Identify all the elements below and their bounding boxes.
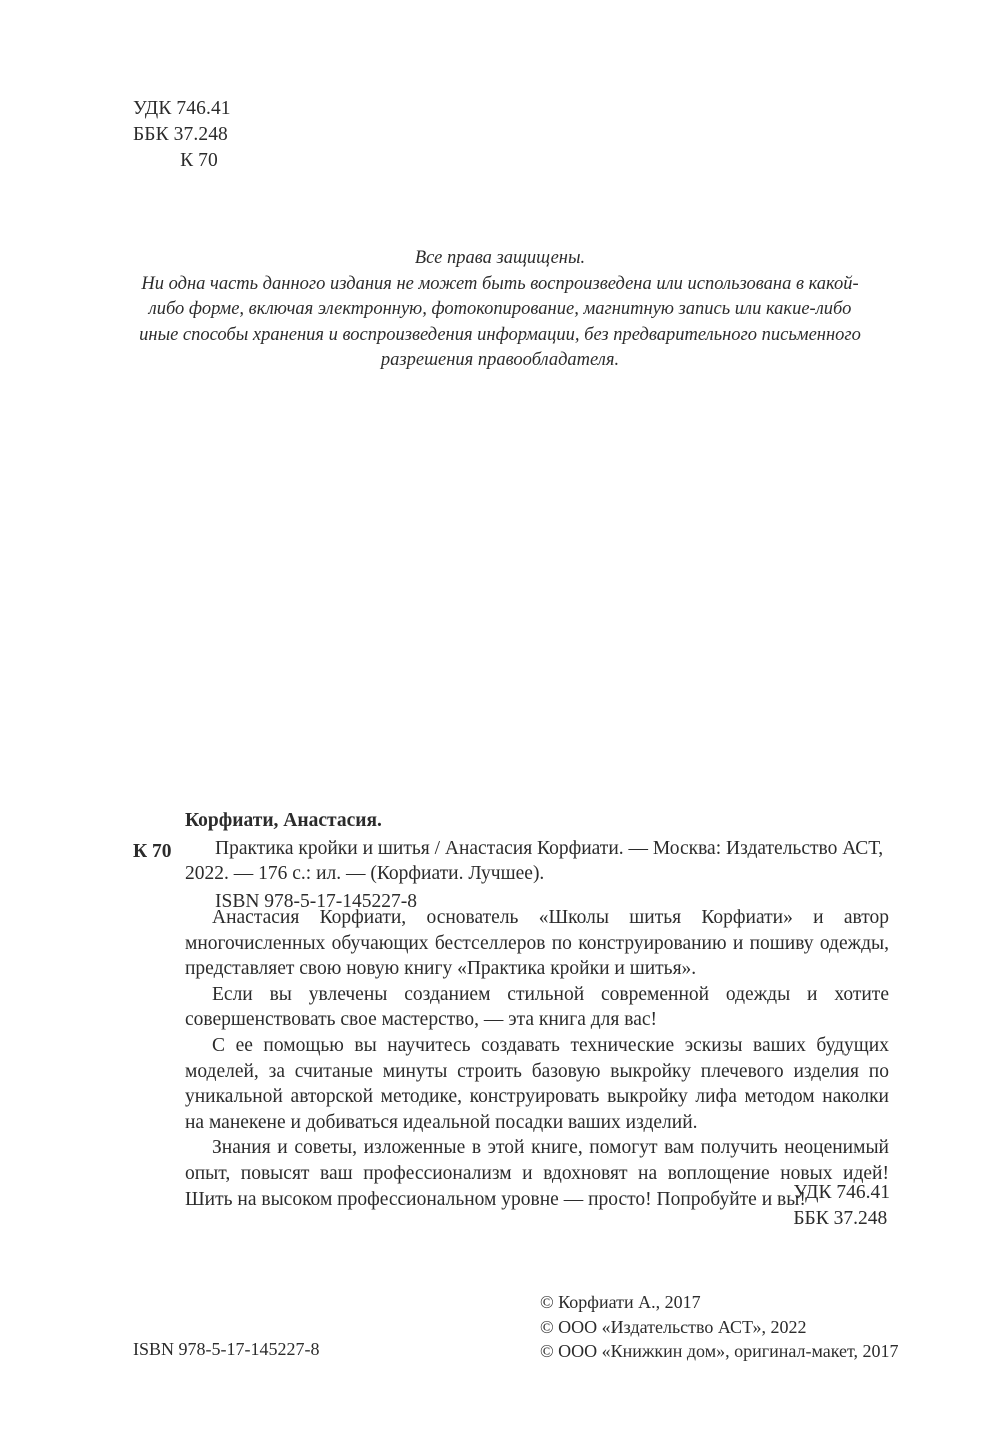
annotation-paragraph-1: Анастасия Корфиати, основатель «Школы шитья Корфиати» и автор многочисленных обучающих бестселлеров по конструированию и пошиву одежды, представляет свою новую книгу «Практика кройки и шитья». [185, 907, 889, 980]
copyright-line-3: © ООО «Книжкин дом», оригинал-макет, 2017 [540, 1341, 899, 1361]
annotation-paragraph-2: Если вы увлечены созданием стильной современной одежды и хотите совершенствовать свое мастерство, — эта книга для вас! [185, 983, 889, 1031]
shelf-code-cip: К 70 [133, 841, 172, 862]
rights-notice-line-2: Ни одна часть данного издания не может быть воспроизведена или использована в какой- [141, 273, 859, 294]
annotation-text [185, 905, 889, 1212]
classification-block-top [133, 96, 283, 174]
isbn-bottom: ISBN 978-5-17-145227-8 [133, 1339, 320, 1359]
rights-notice-line-5: разрешения правообладателя. [380, 350, 620, 371]
bibliographic-description: Практика кройки и шитья / Анастасия Корфиати. — Москва: Издательство АСТ, 2022. — 176 с.: ил. — (Корфиати. Лучшее). [185, 837, 884, 884]
classification-block-bottom [793, 1180, 890, 1232]
copyright-line-1: © Корфиати А., 2017 [540, 1292, 701, 1312]
annotation-paragraph-3: С ее помощью вы научитесь создавать технические эскизы ваших будущих моделей, за считаные минуты строить базовую выкройку плечевого изделия по уникальной авторской методике, конструировать выкройку лифа методом наколки на манекене и добиваться идеальной посадки ваших изделий. [185, 1034, 889, 1133]
annotation-paragraph-4: Знания и советы, изложенные в этой книге, помогут вам получить неоценимый опыт, повысят ваш профессионализм и вдохновят на воплощение новых идей! Шить на высоком профессиональном уровне — просто! Попробуйте и вы! [185, 1137, 889, 1210]
rights-notice-line-3: либо форме, включая электронную, фотокопирование, магнитную запись или какие-либо [148, 299, 852, 320]
bbk-code-top: ББК 37.248 [133, 124, 228, 145]
isbn-cataloging: ISBN 978-5-17-145227-8 [215, 890, 418, 912]
copyright-line-2: © ООО «Издательство АСТ», 2022 [540, 1316, 807, 1337]
bbk-code-bottom: ББК 37.248 [793, 1208, 888, 1229]
udk-code-top: УДК 746.41 [133, 98, 231, 119]
rights-notice-line-1: Все права защищены. [414, 248, 586, 268]
udk-code-bottom: УДК 746.41 [793, 1182, 890, 1203]
copyright-block [540, 1290, 899, 1364]
cataloging-body [185, 808, 893, 914]
rights-notice [136, 246, 864, 374]
rights-notice-line-4: иные способы хранения и воспроизведения информации, без предварительного письменного [139, 324, 861, 345]
author-name: Корфиати, Анастасия. [185, 810, 382, 831]
shelf-code-top: К 70 [180, 150, 218, 171]
cataloging-block [133, 808, 893, 914]
